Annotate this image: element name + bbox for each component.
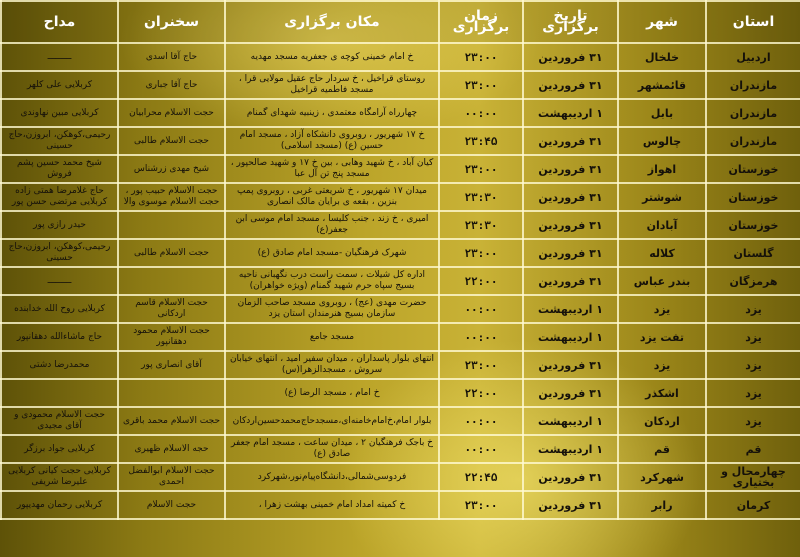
cell-eulogist: رحیمی،کوهکن، ابروزن،حاج حسینی: [1, 239, 118, 267]
cell-time: ۲۳:۰۰: [439, 239, 523, 267]
cell-place: خ باجک فرهنگیان ۲ ، میدان ساعت ، مسجد امام جعفر صادق (ع): [225, 435, 439, 463]
cell-place: میدان ۱۷ شهریور ، خ شریعتی غربی ، روبروی پمپ بنزین ، بقعه ی برایان مالک انصاری: [225, 183, 439, 211]
cell-eulogist: حیدر رازی پور: [1, 211, 118, 239]
cell-date: ۱ اردیبهشت: [523, 323, 618, 351]
cell-city: قائمشهر: [618, 71, 706, 99]
cell-speaker: حجت الاسلام محمد باقری: [118, 407, 225, 435]
cell-province: مازندران: [706, 71, 800, 99]
cell-eulogist: ـــــــــ: [1, 43, 118, 71]
cell-province: یزد: [706, 351, 800, 379]
cell-place: حضرت مهدی (عج) ، روبروی مسجد صاحب الزمان سازمان بسیج هنرمندان استان یزد: [225, 295, 439, 323]
cell-city: اردکان: [618, 407, 706, 435]
cell-city: چالوس: [618, 127, 706, 155]
cell-city: اشکذر: [618, 379, 706, 407]
cell-time: ۲۳:۰۰: [439, 491, 523, 519]
cell-date: ۳۱ فروردین: [523, 183, 618, 211]
cell-province: مازندران: [706, 127, 800, 155]
table-row: [1, 351, 800, 379]
cell-province: یزد: [706, 295, 800, 323]
cell-city: آبادان: [618, 211, 706, 239]
cell-province: یزد: [706, 379, 800, 407]
cell-province: کرمان: [706, 491, 800, 519]
cell-city: شوشتر: [618, 183, 706, 211]
table-row: [1, 463, 800, 491]
cell-date: ۳۱ فروردین: [523, 211, 618, 239]
cell-place: شهرک فرهنگیان -مسجد امام صادق (ع): [225, 239, 439, 267]
cell-date: ۱ اردیبهشت: [523, 99, 618, 127]
cell-province: خوزستان: [706, 211, 800, 239]
cell-eulogist: کربلایی حجت کیانی کربلایی علیرضا شریفی: [1, 463, 118, 491]
header-place: مکان برگزاری: [225, 1, 439, 43]
cell-city: تفت یزد: [618, 323, 706, 351]
cell-city: بندر عباس: [618, 267, 706, 295]
cell-eulogist: حاج غلامرضا همتی زاده کربلایی مرتضی حسن پور: [1, 183, 118, 211]
cell-speaker: حجت الاسلام محرابیان: [118, 99, 225, 127]
cell-place: روستای قراخیل ، خ سردار حاج عقیل مولایی قرا ، مسجد فاطمیه قراخیل: [225, 71, 439, 99]
cell-time: ۲۳:۳۰: [439, 211, 523, 239]
cell-city: شهرکرد: [618, 463, 706, 491]
cell-place: امیری ، خ زند ، جنب کلیسا ، مسجد امام موسی ابن جعفر(ع): [225, 211, 439, 239]
cell-speaker: [118, 379, 225, 407]
cell-eulogist: کربلایی رحمان مهدیپور: [1, 491, 118, 519]
cell-province: هرمزگان: [706, 267, 800, 295]
cell-city: یزد: [618, 295, 706, 323]
header-date: تاریخ برگزاری: [523, 1, 618, 43]
cell-speaker: [118, 211, 225, 239]
table-row: [1, 239, 800, 267]
cell-province: یزد: [706, 323, 800, 351]
cell-time: ۲۲:۴۵: [439, 463, 523, 491]
cell-eulogist: حاج ماشاءالله دهقانپور: [1, 323, 118, 351]
cell-time: ۰۰:۰۰: [439, 295, 523, 323]
cell-time: ۲۳:۰۰: [439, 155, 523, 183]
table-row: [1, 323, 800, 351]
table-body: [1, 43, 800, 519]
cell-place: خ امام ، مسجد الرضا (ع): [225, 379, 439, 407]
cell-city: کلاله: [618, 239, 706, 267]
header-city: شهر: [618, 1, 706, 43]
cell-time: ۲۳:۴۵: [439, 127, 523, 155]
cell-speaker: حجت الاسلام حبیب پور ، حجت الاسلام موسوی والا: [118, 183, 225, 211]
cell-date: ۳۱ فروردین: [523, 43, 618, 71]
cell-place: اداره کل شیلات ، سمت راست درب نگهبانی ناحیه بسیج سپاه حرم شهید گمنام (ویژه خواهران): [225, 267, 439, 295]
cell-eulogist: حجت الاسلام محمودی و آقای مجیدی: [1, 407, 118, 435]
cell-speaker: حجت الاسلام طالبی: [118, 239, 225, 267]
cell-date: ۳۱ فروردین: [523, 127, 618, 155]
cell-time: ۰۰:۰۰: [439, 407, 523, 435]
cell-speaker: شیخ مهدی زرشناس: [118, 155, 225, 183]
cell-eulogist: محمدرضا دشتی: [1, 351, 118, 379]
table-row: [1, 407, 800, 435]
cell-speaker: حجت الاسلام: [118, 491, 225, 519]
cell-time: ۰۰:۰۰: [439, 99, 523, 127]
cell-city: خلخال: [618, 43, 706, 71]
cell-province: یزد: [706, 407, 800, 435]
table-row: [1, 71, 800, 99]
cell-time: ۰۰:۰۰: [439, 435, 523, 463]
cell-province: خوزستان: [706, 183, 800, 211]
cell-province: قم: [706, 435, 800, 463]
cell-speaker: حجه الاسلام ظهیری: [118, 435, 225, 463]
cell-speaker: آقای انصاری پور: [118, 351, 225, 379]
cell-city: رابر: [618, 491, 706, 519]
table-row: [1, 491, 800, 519]
cell-date: ۳۱ فروردین: [523, 155, 618, 183]
cell-speaker: حجت الاسلام طالبی: [118, 127, 225, 155]
table-row: [1, 295, 800, 323]
cell-eulogist: کربلایی علی کلهر: [1, 71, 118, 99]
cell-speaker: حاج آقا اسدی: [118, 43, 225, 71]
cell-province: اردبیل: [706, 43, 800, 71]
cell-place: کیان آباد ، خ شهید وهابی ، بین خ ۱۷ و شهید صالحپور ، مسجد پنج تن آل عبا: [225, 155, 439, 183]
cell-place: چهارراه آرامگاه معتمدی ، زینبیه شهدای گمنام: [225, 99, 439, 127]
cell-date: ۳۱ فروردین: [523, 239, 618, 267]
table-row: [1, 99, 800, 127]
table-row: [1, 155, 800, 183]
cell-time: ۲۲:۰۰: [439, 267, 523, 295]
cell-city: بابل: [618, 99, 706, 127]
cell-date: ۳۱ فروردین: [523, 379, 618, 407]
table-row: [1, 127, 800, 155]
cell-province: گلستان: [706, 239, 800, 267]
cell-place: بلوار امام،خ‌امام‌خامنه‌ای،مسجدحاج‌محمدحسین‌اردکان: [225, 407, 439, 435]
header-eulogist: مداح: [1, 1, 118, 43]
cell-province: مازندران: [706, 99, 800, 127]
cell-speaker: حجت الاسلام قاسم اردکانی: [118, 295, 225, 323]
cell-date: ۱ اردیبهشت: [523, 435, 618, 463]
cell-date: ۳۱ فروردین: [523, 463, 618, 491]
cell-speaker: [118, 267, 225, 295]
cell-place: انتهای بلوار پاسداران ، میدان سفیر امید ، انتهای خیابان سروش ، مسجدالزهرا(س): [225, 351, 439, 379]
cell-eulogist: شیخ محمد حسین پشم فروش: [1, 155, 118, 183]
cell-speaker: حاج آقا جباری: [118, 71, 225, 99]
table-row: [1, 43, 800, 71]
cell-time: ۲۳:۰۰: [439, 43, 523, 71]
cell-place: خ ۱۷ شهریور ، روبروی دانشکاه آزاد ، مسجد امام حسین (ع) (مسجد اسلامی): [225, 127, 439, 155]
cell-date: ۱ اردیبهشت: [523, 295, 618, 323]
cell-place: خ کمیته امداد امام خمینی بهشت زهرا ،: [225, 491, 439, 519]
table-row: [1, 379, 800, 407]
cell-time: ۲۳:۰۰: [439, 71, 523, 99]
cell-date: ۳۱ فروردین: [523, 71, 618, 99]
cell-place: خ امام خمینی کوچه ی جعفریه مسجد مهدیه: [225, 43, 439, 71]
cell-province: چهارمحال و بختیاری: [706, 463, 800, 491]
cell-eulogist: رحیمی،کوهکن، ابروزن،حاج حسینی: [1, 127, 118, 155]
cell-city: یزد: [618, 351, 706, 379]
cell-date: ۳۱ فروردین: [523, 491, 618, 519]
cell-date: ۳۱ فروردین: [523, 267, 618, 295]
cell-eulogist: [1, 379, 118, 407]
table-row: [1, 435, 800, 463]
table-row: [1, 211, 800, 239]
cell-place: فردوسی‌شمالی،دانشگاه‌پیام‌نور،شهرکرد: [225, 463, 439, 491]
header-province: استان: [706, 1, 800, 43]
cell-time: ۰۰:۰۰: [439, 323, 523, 351]
cell-date: ۱ اردیبهشت: [523, 407, 618, 435]
cell-city: اهواز: [618, 155, 706, 183]
cell-date: ۳۱ فروردین: [523, 351, 618, 379]
cell-speaker: حجت الاسلام ابوالفضل احمدی: [118, 463, 225, 491]
cell-time: ۲۳:۰۰: [439, 351, 523, 379]
cell-time: ۲۲:۰۰: [439, 379, 523, 407]
cell-eulogist: ـــــــــ: [1, 267, 118, 295]
header-speaker: سخنران: [118, 1, 225, 43]
table-row: [1, 267, 800, 295]
cell-eulogist: کربلایی جواد برزگر: [1, 435, 118, 463]
cell-speaker: حجت الاسلام محمود دهقانپور: [118, 323, 225, 351]
cell-eulogist: کربلایی روح الله خدابنده: [1, 295, 118, 323]
cell-time: ۲۳:۳۰: [439, 183, 523, 211]
header-time: زمان برگزاری: [439, 1, 523, 43]
cell-city: قم: [618, 435, 706, 463]
header-row: [1, 1, 800, 43]
cell-eulogist: کربلایی مبین نهاوندی: [1, 99, 118, 127]
table-row: [1, 183, 800, 211]
cell-place: مسجد جامع: [225, 323, 439, 351]
cell-province: خوزستان: [706, 155, 800, 183]
